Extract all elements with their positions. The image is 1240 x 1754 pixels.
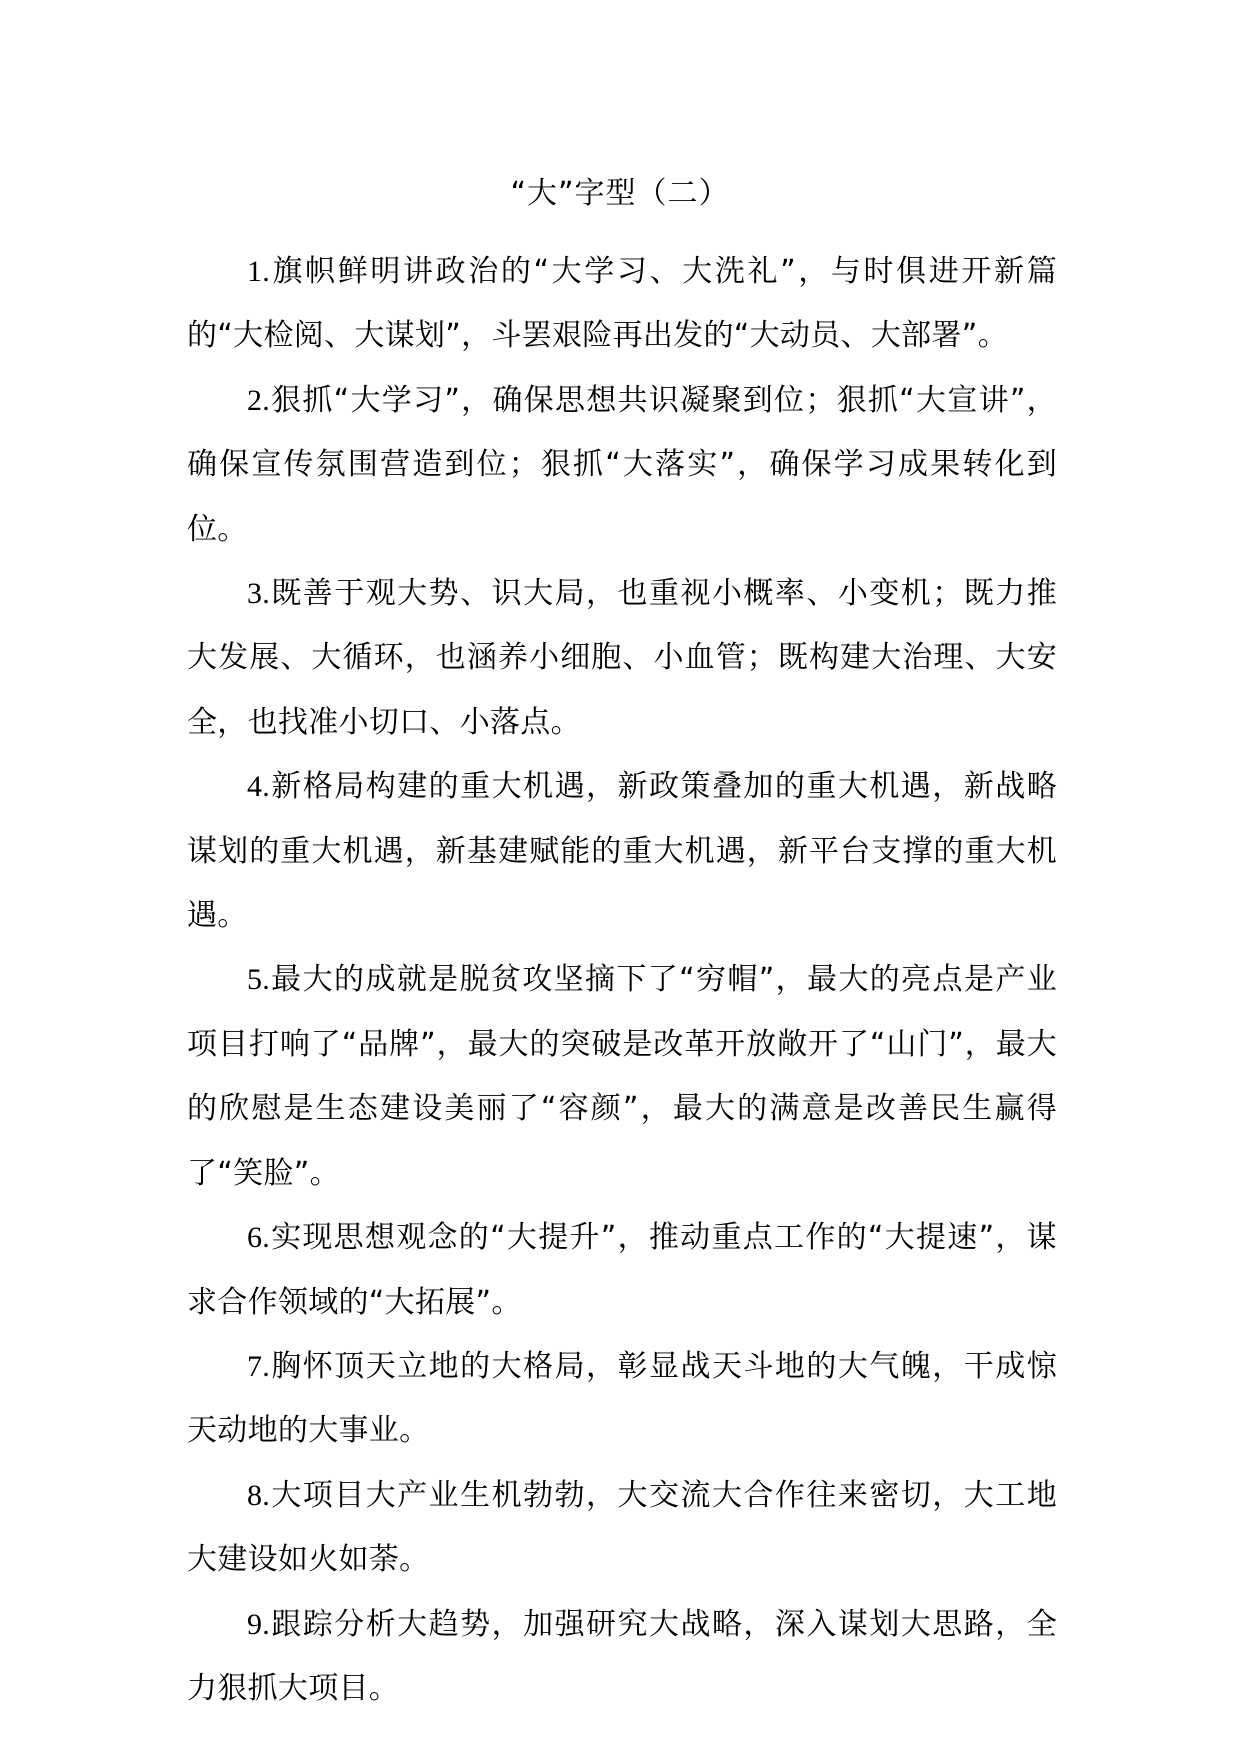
paragraph-text: 跟踪分析大趋势，加强研究大战略，深入谋划大思路，全力狠抓大项目。 xyxy=(187,1606,1057,1706)
paragraph-number: 7. xyxy=(247,1349,271,1383)
paragraph-number: 3. xyxy=(247,577,271,611)
paragraph-number: 1. xyxy=(247,255,271,288)
paragraph-4 xyxy=(187,755,1057,948)
paragraph-6 xyxy=(187,1206,1057,1335)
paragraph-number: 5. xyxy=(247,963,271,997)
document-body xyxy=(187,240,1057,1721)
paragraph-text: 新格局构建的重大机遇，新政策叠加的重大机遇，新战略谋划的重大机遇，新基建赋能的重大机遇，新平台支撑的重大机遇。 xyxy=(187,769,1057,934)
paragraph-8 xyxy=(187,1464,1057,1593)
paragraph-number: 2. xyxy=(247,383,271,417)
paragraph-number: 4. xyxy=(247,770,271,804)
document-title: “大”字型（二） xyxy=(510,176,730,211)
paragraph-text: 实现思想观念的“大提升”，推动重点工作的“大提速”，谋求合作领域的“大拓展”。 xyxy=(187,1220,1057,1320)
paragraph-text: 旗帜鲜明讲政治的“大学习、大洗礼”，与时俱进开新篇的“大检阅、大谋划”，斗罢艰险再出发的“大动员、大部署”。 xyxy=(187,254,1057,354)
paragraph-3 xyxy=(187,562,1057,755)
paragraph-text: 最大的成就是脱贫攻坚摘下了“穷帽”，最大的亮点是产业项目打响了“品牌”，最大的突破是改革开放敞开了“山门”，最大的欣慰是生态建设美丽了“容颜”，最大的满意是改善民生赢得了“笑脸”。 xyxy=(187,962,1057,1191)
paragraph-1 xyxy=(187,240,1057,369)
paragraph-text: 胸怀顶天立地的大格局，彰显战天斗地的大气魄，干成惊天动地的大事业。 xyxy=(187,1348,1057,1449)
paragraph-2 xyxy=(187,369,1057,562)
paragraph-text: 大项目大产业生机勃勃，大交流大合作往来密切，大工地大建设如火如荼。 xyxy=(187,1477,1057,1578)
paragraph-7 xyxy=(187,1335,1057,1464)
paragraph-number: 6. xyxy=(247,1221,271,1255)
paragraph-9 xyxy=(187,1593,1057,1722)
paragraph-text: 既善于观大势、识大局，也重视小概率、小变机；既力推大发展、大循环，也涵养小细胞、小血管；既构建大治理、大安全，也找准小切口、小落点。 xyxy=(187,576,1057,740)
paragraph-number: 8. xyxy=(247,1478,271,1512)
paragraph-text: 狠抓“大学习”，确保思想共识凝聚到位；狠抓“大宣讲”，确保宣传氛围营造到位；狠抓“大落实”，确保学习成果转化到位。 xyxy=(187,382,1057,547)
paragraph-number: 9. xyxy=(247,1607,271,1641)
paragraph-5 xyxy=(187,948,1057,1206)
